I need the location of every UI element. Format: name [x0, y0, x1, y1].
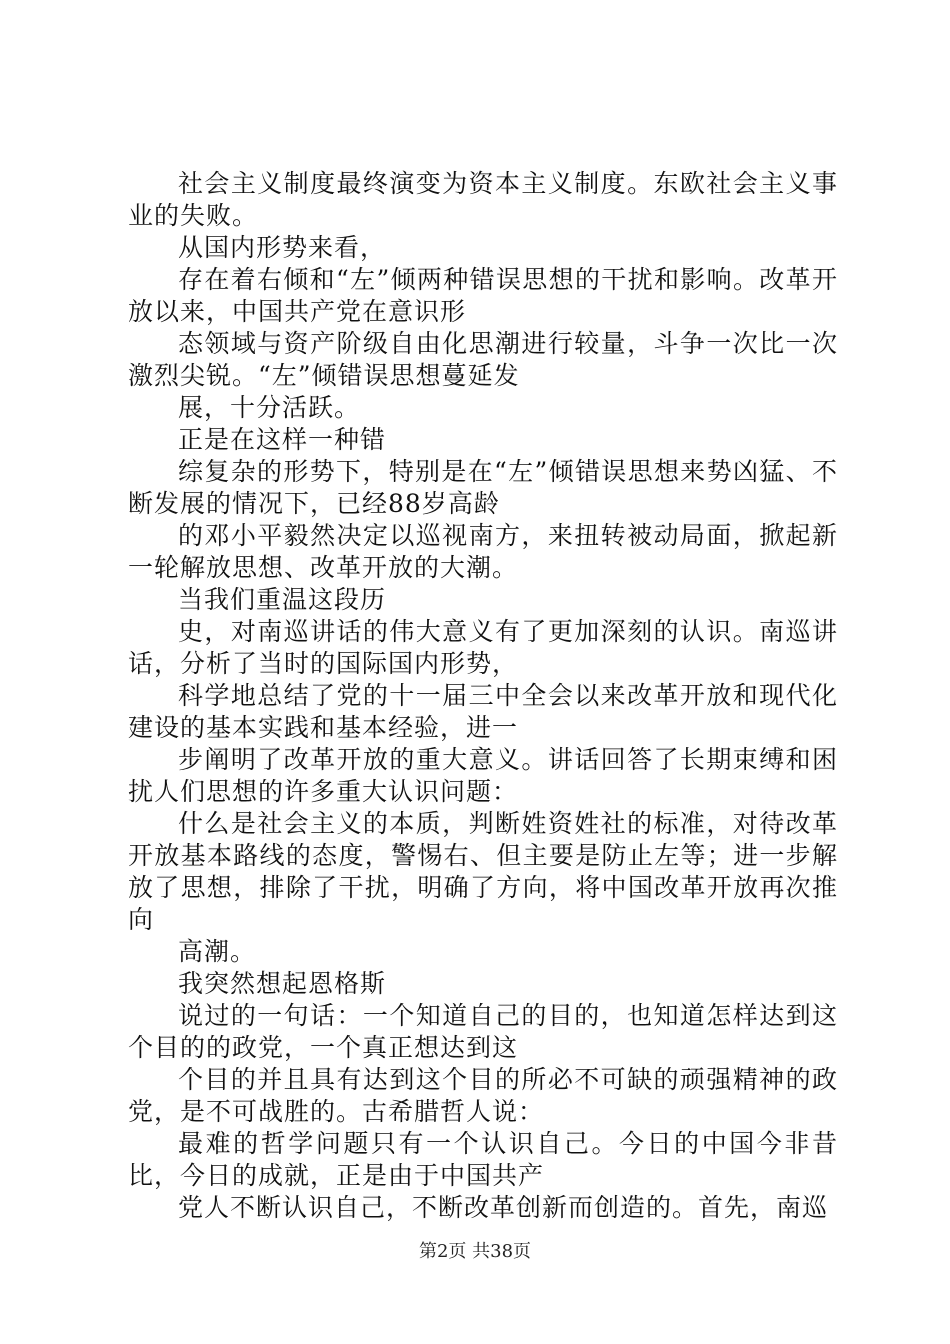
paragraph-12: 步阐明了改革开放的重大意义。讲话回答了长期束缚和困扰人们思想的许多重大认识问题： — [128, 745, 838, 806]
paragraph-6: 正是在这样一种错 — [178, 425, 387, 454]
paragraph-3: 存在着右倾和“左”倾两种错误思想的干扰和影响。改革开放以来，中国共产党在意识形 — [128, 265, 838, 326]
paragraph-17: 个目的并且具有达到这个目的所必不可缺的顽强精神的政党，是不可战胜的。古希腊哲人说： — [128, 1065, 838, 1126]
page-footer — [0, 1240, 950, 1264]
paragraph-8: 的邓小平毅然决定以巡视南方，来扭转被动局面，掀起新一轮解放思想、改革开放的大潮。 — [128, 521, 838, 582]
document-body — [128, 168, 838, 1224]
paragraph-10: 史，对南巡讲话的伟大意义有了更加深刻的认识。南巡讲话，分析了当时的国际国内形势， — [128, 617, 838, 678]
paragraph-15: 我突然想起恩格斯 — [178, 969, 387, 998]
paragraph-18: 最难的哲学问题只有一个认识自己。今日的中国今非昔比，今日的成就，正是由于中国共产 — [128, 1129, 838, 1190]
paragraph-7: 综复杂的形势下，特别是在“左”倾错误思想来势凶猛、不断发展的情况下，已经88岁高龄 — [128, 457, 838, 518]
paragraph-11: 科学地总结了党的十一届三中全会以来改革开放和现代化建设的基本实践和基本经验，进一 — [128, 681, 838, 742]
paragraph-16: 说过的一句话：一个知道自己的目的，也知道怎样达到这个目的的政党，一个真正想达到这 — [128, 1001, 838, 1062]
paragraph-14: 高潮。 — [178, 937, 257, 966]
paragraph-19: 党人不断认识自己，不断改革创新而创造的。首先，南巡 — [178, 1193, 829, 1222]
paragraph-9: 当我们重温这段历 — [178, 585, 387, 614]
page-number-label: 第2页 共38页 — [418, 1241, 532, 1262]
paragraph-2: 从国内形势来看， — [178, 233, 387, 262]
paragraph-1: 社会主义制度最终演变为资本主义制度。东欧社会主义事业的失败。 — [128, 169, 838, 230]
paragraph-13: 什么是社会主义的本质，判断姓资姓社的标准，对待改革开放基本路线的态度，警惕右、但主要是防止左等；进一步解放了思想，排除了干扰，明确了方向，将中国改革开放再次推向 — [128, 809, 838, 934]
paragraph-5: 展，十分活跃。 — [178, 393, 361, 422]
paragraph-4: 态领域与资产阶级自由化思潮进行较量，斗争一次比一次激烈尖锐。“左”倾错误思想蔓延发 — [128, 329, 838, 390]
